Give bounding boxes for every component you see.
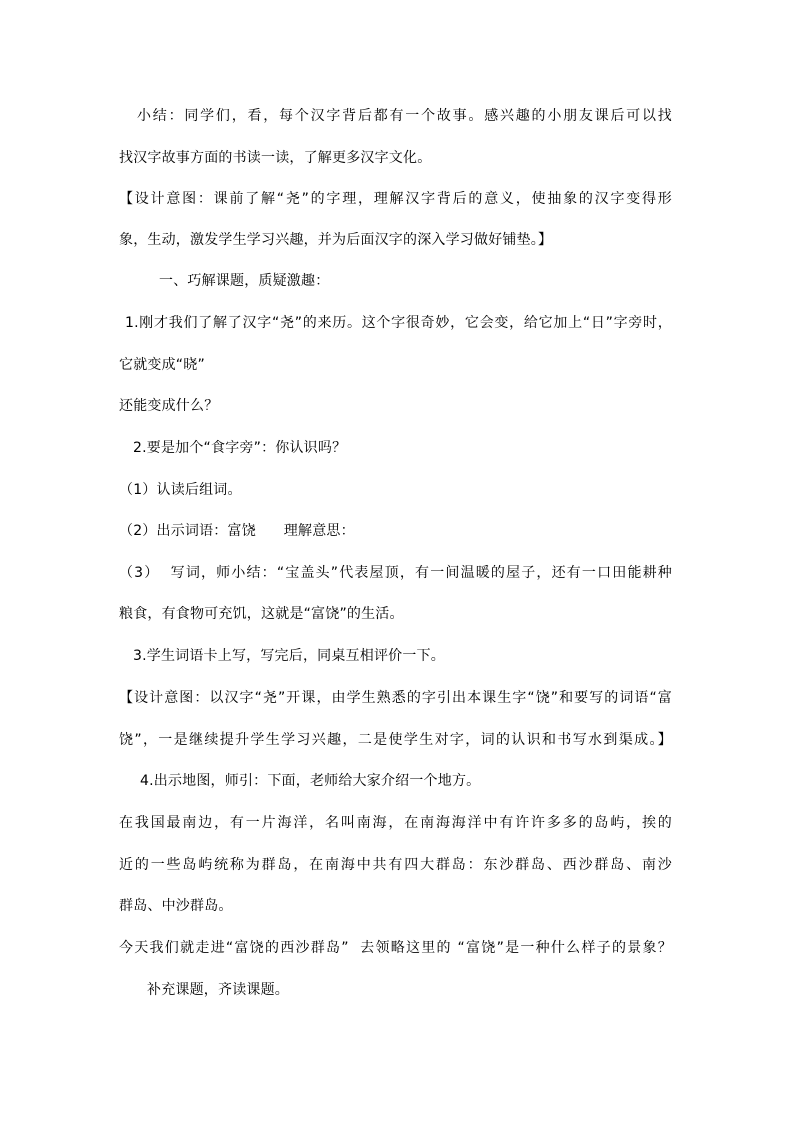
- item-1-line-3: 还能变成什么？: [119, 398, 219, 414]
- today-paragraph: 今天我们就走进“富饶的西沙群岛” 去领略这里的 “富饶”是一种什么样子的景象？: [119, 940, 672, 956]
- design-intent-1-line-2: 象，生动，激发学生学习兴趣，并为后面汉字的深入学习做好铺垫。】: [119, 232, 553, 248]
- section-heading: 一、巧解课题，质疑激趣：: [159, 273, 330, 289]
- item-1-line-1: 1.刚才我们了解了汉字“尧”的来历。这个字很奇妙，它会变，给它加上“日”字旁时，: [125, 315, 672, 331]
- summary-line-1: 小结：同学们，看，每个汉字背后都有一个故事。感兴趣的小朋友课后可以找: [137, 108, 672, 124]
- item-1-line-2: 它就变成“晓”: [119, 357, 205, 373]
- supplement-line: 补充课题，齐读课题。: [147, 982, 289, 998]
- sub-item-3-line-1: （3） 写词，师小结：“宝盖头”代表屋顶，有一间温暖的屋子，还有一口田能耕种: [119, 565, 672, 581]
- item-3: 3.学生词语卡上写，写完后，同桌互相评价一下。: [133, 648, 445, 664]
- design-intent-2-line-1: 【设计意图：以汉字“尧”开课，由学生熟悉的字引出本课生字“饶”和要写的词语“富: [119, 690, 672, 706]
- design-intent-1-line-1: 【设计意图：课前了解“尧”的字理，理解汉字背后的意义，使抽象的汉字变得形: [119, 191, 672, 207]
- sub-item-1: （1）认读后组词。: [119, 482, 242, 498]
- item-2: 2.要是加个“食字旁”：你认识吗？: [133, 440, 347, 456]
- summary-line-2: 找汉字故事方面的书读一读，了解更多汉字文化。: [119, 150, 432, 166]
- design-intent-2-line-2: 饶”，一是继续提升学生学习兴趣，二是使学生对字，词的认识和书写水到渠成。】: [119, 732, 672, 748]
- sub-item-2: （2）出示词语：富饶 理解意思：: [119, 523, 355, 539]
- islands-paragraph-line-3: 群岛、中沙群岛。: [119, 898, 233, 914]
- sub-item-3-line-2: 粮食，有食物可充饥，这就是“富饶”的生活。: [119, 606, 404, 622]
- item-4: 4.出示地图，师引：下面，老师给大家介绍一个地方。: [140, 773, 481, 789]
- islands-paragraph-line-2: 近的一些岛屿统称为群岛，在南海中共有四大群岛：东沙群岛、西沙群岛、南沙: [119, 857, 672, 873]
- islands-paragraph-line-1: 在我国最南边，有一片海洋，名叫南海，在南海海洋中有许许多多的岛屿，挨的: [119, 815, 672, 831]
